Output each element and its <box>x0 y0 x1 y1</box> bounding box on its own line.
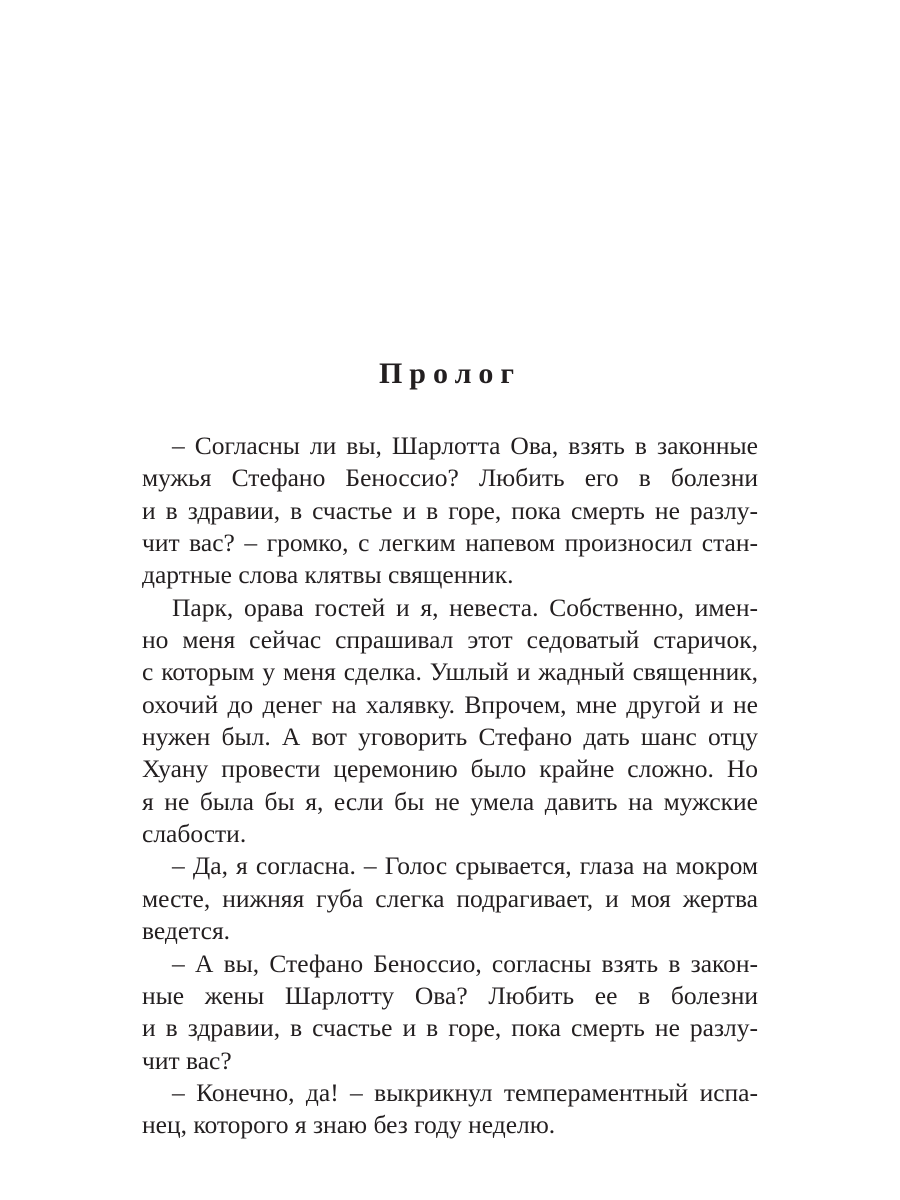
text-line: ные жены Шарлотту Ова? Любить ее в болезни <box>142 980 758 1010</box>
text-line: – Согласны ли вы, Шарлотта Ова, взять в законные <box>172 431 758 460</box>
text-line: Парк, орава гостей и я, невеста. Собственно, имен- <box>172 592 758 622</box>
text-line: дартные слова клятвы священник. <box>142 560 514 590</box>
text-line: я не была бы я, если бы не умела давить на мужские <box>142 786 758 816</box>
text-line: с которым у меня сделка. Ушлый и жадный священник, <box>142 657 758 687</box>
text-line: нужен был. А вот уговорить Стефано дать шанс отцу <box>142 722 758 752</box>
text-line: – Да, я согласна. – Голос срывается, глаза на мокром <box>172 851 758 881</box>
paragraph <box>142 948 758 1077</box>
text-line: – Конечно, да! – выкрикнул темпераментный испа- <box>172 1077 758 1107</box>
paragraph <box>142 850 758 947</box>
text-line: Хуану провести церемонию было крайне сложно. Но <box>142 754 758 784</box>
text-line: но меня сейчас спрашивал этот седоватый старичок, <box>142 625 758 655</box>
text-line: – А вы, Стефано Беноссио, согласны взять в закон- <box>172 948 758 978</box>
paragraph <box>142 430 758 592</box>
text-line: слабости. <box>142 819 247 849</box>
paragraph <box>142 1077 758 1142</box>
text-line: ведется. <box>142 916 231 946</box>
text-line: мужья Стефано Беноссио? Любить его в болезни <box>142 463 758 493</box>
text-line: чит вас? <box>142 1045 232 1075</box>
text-line: и в здравии, в счастье и в горе, пока смерть не разлу- <box>142 1013 758 1043</box>
chapter-title: Пролог <box>378 357 522 390</box>
text-line: месте, нижняя губа слегка подрагивает, и моя жертва <box>142 883 758 913</box>
chapter-text <box>142 430 758 1142</box>
text-line: охочий до денег на халявку. Впрочем, мне другой и не <box>142 689 758 719</box>
paragraph <box>142 592 758 851</box>
text-line: чит вас? – громко, с легким напевом произносил стан- <box>142 528 758 558</box>
text-line: и в здравии, в счастье и в горе, пока смерть не разлу- <box>142 495 758 525</box>
text-line: нец, которого я знаю без году неделю. <box>142 1110 556 1140</box>
